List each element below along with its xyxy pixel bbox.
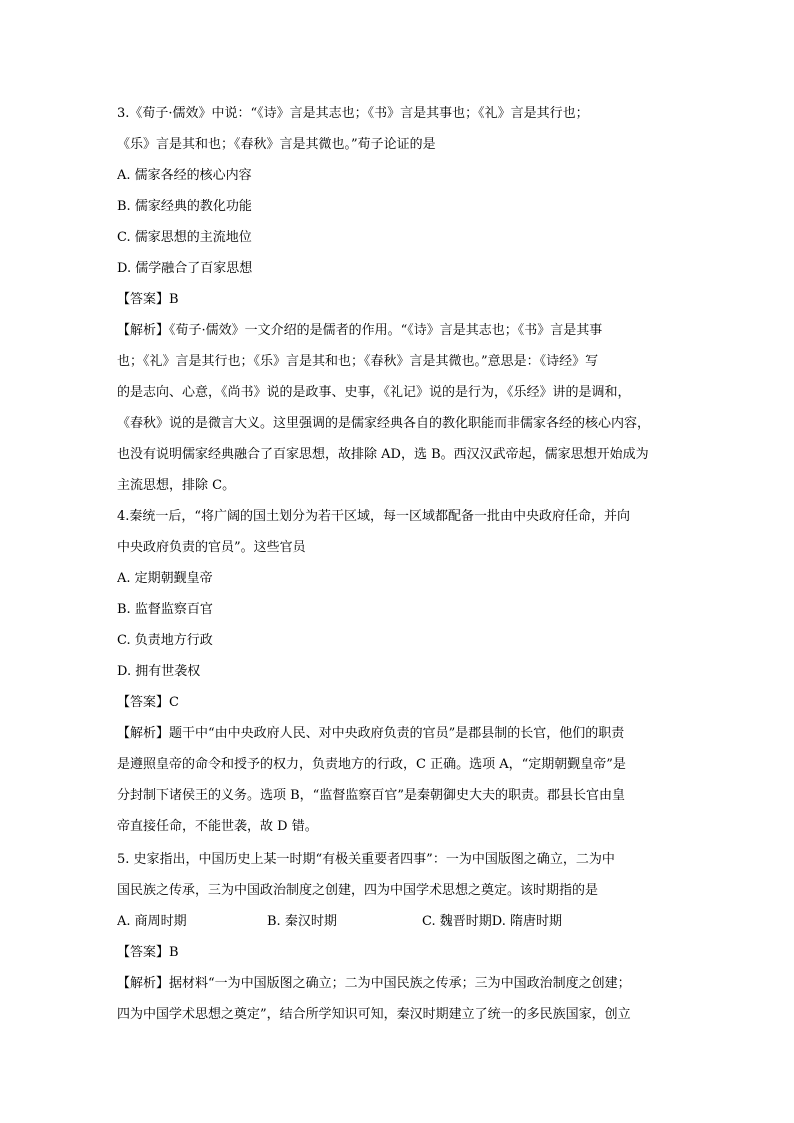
question-5-option-d: D. 隋唐时期 (491, 914, 562, 929)
question-3-analysis-line-5: 也没有说明儒家经典融合了百家思想，故排除 AD，选 B。西汉汉武帝起，儒家思想开始成为 (117, 447, 649, 462)
question-3-option-a: A. 儒家各经的核心内容 (117, 168, 252, 183)
question-3-stem-line-2: 《乐》言是其和也；《春秋》言是其微也。”荀子论证的是 (117, 137, 436, 152)
question-3-analysis-line-1: 【解析】《荀子·儒效》一文介绍的是儒者的作用。“《诗》言是其志也；《书》言是其事 (117, 323, 603, 338)
question-4-analysis-line-2: 是遵照皇帝的命令和授予的权力，负责地方的行政，C 正确。选项 A，“定期朝觐皇帝”是 (117, 757, 626, 772)
question-4-analysis-line-3: 分封制下诸侯王的义务。选项 B，“监督监察百官”是秦朝御史大夫的职责。郡县长官由皇 (117, 788, 625, 803)
question-3-stem-line-1: 3.《荀子·儒效》中说：“《诗》言是其志也；《书》言是其事也；《礼》言是其行也； (117, 106, 589, 121)
question-4-option-b: B. 监督监察百官 (117, 602, 213, 617)
question-4-stem-line-2: 中央政府负责的官员”。这些官员 (117, 540, 306, 555)
question-5-analysis-line-2: 四为中国学术思想之奠定”，结合所学知识可知，秦汉时期建立了统一的多民族国家，创立 (117, 1007, 631, 1022)
question-5-stem-line-1: 5. 史家指出，中国历史上某一时期“有极关重要者四事”：一为中国版图之确立，二为中 (117, 852, 615, 867)
question-5-option-c: C. 魏晋时期 (422, 914, 492, 929)
question-4-analysis-line-1: 【解析】题干中“由中央政府人民、对中央政府负责的官员”是郡县制的长官，他们的职责 (117, 726, 625, 741)
question-5-answer: 【答案】B (117, 945, 179, 960)
question-4-answer: 【答案】C (117, 695, 179, 710)
question-4-option-a: A. 定期朝觐皇帝 (117, 571, 213, 586)
question-3-analysis-line-6: 主流思想，排除 C。 (117, 478, 236, 493)
question-3-analysis-line-2: 也；《礼》言是其行也；《乐》言是其和也；《春秋》言是其微也。”意思是：《诗经》写 (117, 354, 599, 369)
question-3-answer: 【答案】B (117, 292, 179, 307)
question-5-option-b: B. 秦汉时期 (267, 914, 337, 929)
question-4-option-d: D. 拥有世袭权 (117, 664, 201, 679)
question-3-analysis-line-3: 的是志向、心意，《尚书》说的是政事、史事，《礼记》说的是行为，《乐经》讲的是调和， (117, 385, 631, 400)
question-5-option-a: A. 商周时期 (117, 914, 187, 929)
question-5-analysis-line-1: 【解析】据材料“一为中国版图之确立；二为中国民族之传承；三为中国政治制度之创建； (117, 976, 631, 991)
question-4-analysis-line-4: 帝直接任命，不能世袭，故 D 错。 (117, 819, 318, 834)
question-4-stem-line-1: 4.秦统一后，“将广阔的国土划分为若干区域，每一区域都配备一批由中央政府任命，并向 (117, 509, 631, 524)
question-5-stem-line-2: 国民族之传承，三为中国政治制度之创建，四为中国学术思想之奠定。该时期指的是 (117, 883, 599, 898)
question-4-option-c: C. 负责地方行政 (117, 633, 213, 648)
question-3-option-c: C. 儒家思想的主流地位 (117, 230, 252, 245)
question-5-options-row (117, 912, 677, 932)
question-3-analysis-line-4: 《春秋》说的是微言大义。这里强调的是儒家经典各自的教化职能而非儒家各经的核心内容， (117, 416, 651, 431)
question-3-option-d: D. 儒学融合了百家思想 (117, 261, 253, 276)
question-3-option-b: B. 儒家经典的教化功能 (117, 199, 252, 214)
